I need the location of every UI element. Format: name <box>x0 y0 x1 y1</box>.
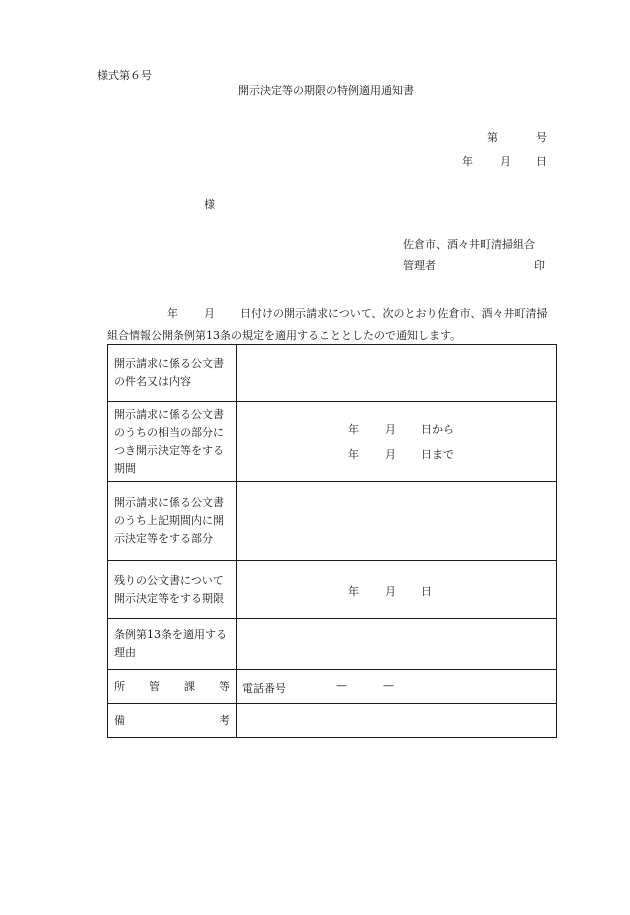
phone-separator: — <box>383 679 394 692</box>
partial-decision-period-label: 開示請求に係る公文書のうちの相当の部分につき開示決定等をする期間 <box>108 402 237 482</box>
recipient-honorific: 様 <box>204 198 215 211</box>
period-from-suffix: 日から <box>421 423 454 436</box>
responsible-section-char: 管 <box>149 679 160 693</box>
remaining-deadline-label: 残りの公文書について開示決定等をする期限 <box>108 561 237 619</box>
partial-decision-period-field[interactable] <box>237 402 557 482</box>
phone-number-label: 電話番号 <box>242 682 286 695</box>
table-row <box>108 345 557 402</box>
responsible-section-char: 等 <box>219 679 230 693</box>
responsible-section-char: 課 <box>184 679 195 693</box>
remaining-deadline-field[interactable] <box>237 561 557 619</box>
body-text-line1: 日付けの開示請求について、次のとおり佐倉市、酒々井町清掃 <box>240 307 548 320</box>
form-number: 様式第６号 <box>97 69 152 82</box>
document-number-dai: 第 <box>487 131 498 144</box>
responsible-section-char: 所 <box>114 679 125 693</box>
responsible-section-field[interactable] <box>237 670 557 704</box>
issuer-organization: 佐倉市、酒々井町清掃組合 <box>403 238 535 251</box>
deadline-month: 月 <box>385 585 396 598</box>
period-to-suffix: 日まで <box>421 448 454 461</box>
document-subject-field[interactable] <box>237 345 557 402</box>
remarks-char: 考 <box>219 713 230 727</box>
table-row <box>108 704 557 738</box>
body-request-year: 年 <box>167 307 178 320</box>
period-from-month: 月 <box>385 423 396 436</box>
deadline-day: 日 <box>421 585 432 598</box>
document-subject-label: 開示請求に係る公文書の件名又は内容 <box>108 345 237 402</box>
period-to-year: 年 <box>348 448 359 461</box>
remarks-label <box>108 704 237 738</box>
table-row <box>108 402 557 482</box>
deadline-year: 年 <box>348 585 359 598</box>
period-from-year: 年 <box>348 423 359 436</box>
partial-documents-label: 開示請求に係る公文書のうち上記期間内に開示決定等をする部分 <box>108 482 237 561</box>
issuer-seal: 印 <box>534 259 545 272</box>
document-number-go: 号 <box>536 131 547 144</box>
document-title: 開示決定等の期限の特例適用通知書 <box>238 84 414 97</box>
issue-date-year: 年 <box>462 155 473 168</box>
application-reason-field[interactable] <box>237 619 557 670</box>
issuer-title: 管理者 <box>403 259 436 272</box>
table-row <box>108 561 557 619</box>
notice-form-table <box>107 344 557 738</box>
body-request-month: 月 <box>204 307 215 320</box>
application-reason-label: 条例第13条を適用する理由 <box>108 619 237 670</box>
remarks-char: 備 <box>114 713 125 727</box>
table-row <box>108 670 557 704</box>
table-row <box>108 619 557 670</box>
remarks-field[interactable] <box>237 704 557 738</box>
table-row <box>108 482 557 561</box>
responsible-section-label <box>108 670 237 704</box>
body-text-line2: 組合情報公開条例第13条の規定を適用することとしたので通知します。 <box>107 329 462 342</box>
issue-date-day: 日 <box>536 155 547 168</box>
partial-documents-field[interactable] <box>237 482 557 561</box>
phone-separator: — <box>336 679 347 692</box>
period-to-month: 月 <box>385 448 396 461</box>
issue-date-month: 月 <box>500 155 511 168</box>
